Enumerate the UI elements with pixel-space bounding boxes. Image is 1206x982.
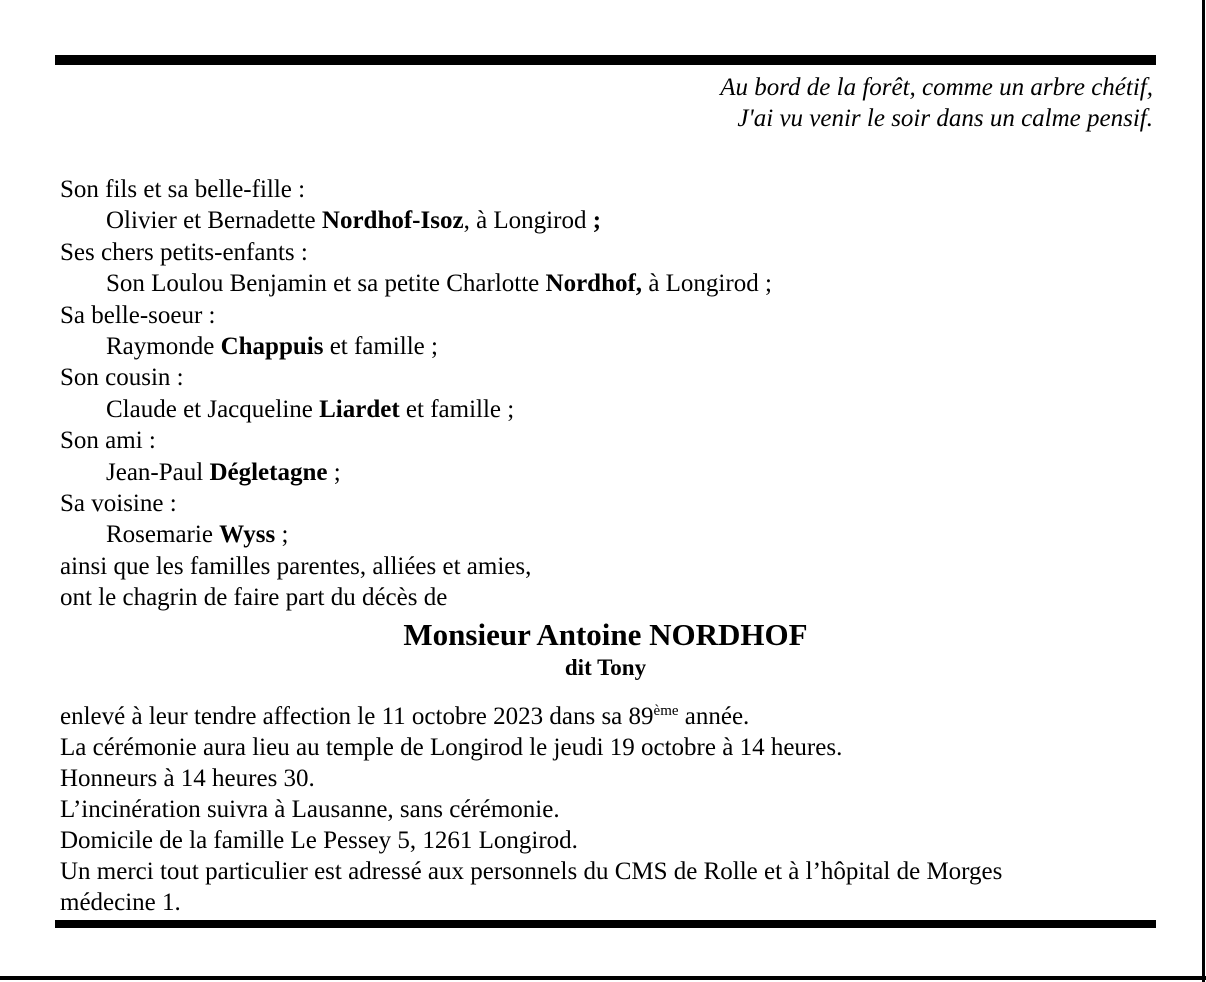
text-segment: Sa voisine :	[60, 490, 177, 518]
text-line	[60, 794, 1140, 825]
surname-emphasis: Dégletagne	[209, 458, 328, 486]
deceased-nickname: dit Tony	[564, 655, 647, 680]
surname-emphasis: ;	[592, 207, 602, 235]
text-segment: à Longirod ;	[642, 270, 772, 298]
text-line	[60, 425, 1140, 456]
ordinal-superscript: ème	[653, 703, 679, 719]
text-line	[60, 205, 1140, 236]
text-line	[60, 887, 1140, 918]
text-line	[60, 300, 1140, 331]
text-segment: L’incinération suivra à Lausanne, sans cérémonie.	[60, 796, 560, 823]
page-edge-bottom-line	[0, 976, 1206, 980]
epigraph-line-2: J'ai vu venir le soir dans un calme pensif.	[737, 105, 1153, 132]
epigraph-line-1: Au bord de la forêt, comme un arbre chétif,	[720, 74, 1153, 101]
surname-emphasis: Wyss	[219, 521, 276, 549]
text-segment: Sa belle-soeur :	[60, 301, 216, 329]
surname-emphasis: Liardet	[319, 395, 400, 423]
page-edge-right-line	[1202, 0, 1205, 982]
text-line	[60, 519, 1140, 550]
text-segment: ;	[327, 458, 341, 486]
bottom-rule	[55, 920, 1156, 928]
surname-emphasis: Chappuis	[220, 333, 324, 361]
family-announcement-block	[60, 174, 1140, 614]
surname-emphasis: Nordhof-Isoz	[321, 207, 464, 235]
text-line	[60, 237, 1140, 268]
text-segment: ;	[275, 521, 289, 549]
text-segment: enlevé à leur tendre affection le 11 octobre 2023 dans sa 89	[60, 703, 654, 730]
text-segment: médecine 1.	[60, 889, 181, 916]
text-segment: Domicile de la famille Le Pessey 5, 1261 Longirod.	[60, 827, 578, 854]
text-segment: Son Loulou Benjamin et sa petite Charlotte	[106, 270, 546, 298]
ceremony-details-block	[60, 701, 1140, 918]
text-segment: Son ami :	[60, 427, 156, 455]
text-line	[60, 268, 1140, 299]
text-segment: Raymonde	[106, 333, 221, 361]
top-rule	[55, 55, 1156, 65]
text-segment: Son fils et sa belle-fille :	[60, 176, 306, 203]
text-line	[60, 488, 1140, 519]
text-segment: année.	[678, 703, 750, 730]
surname-emphasis: Nordhof,	[545, 270, 643, 298]
text-segment: et famille ;	[323, 333, 438, 361]
text-line	[60, 457, 1140, 488]
deceased-name: Monsieur Antoine NORDHOF	[403, 617, 808, 652]
text-line	[60, 174, 1140, 205]
deceased-title-block	[55, 616, 1156, 683]
text-line	[60, 825, 1140, 856]
text-segment: ainsi que les familles parentes, alliées et amies,	[60, 552, 532, 580]
epigraph	[720, 72, 1153, 134]
text-segment: Rosemarie	[106, 521, 220, 549]
text-line	[60, 331, 1140, 362]
text-segment: Son cousin :	[60, 364, 184, 392]
text-line	[60, 701, 1140, 732]
text-segment: Jean-Paul	[106, 458, 210, 486]
text-segment: Honneurs à 14 heures 30.	[60, 765, 315, 792]
text-line	[60, 582, 1140, 613]
text-segment: Olivier et Bernadette	[106, 207, 322, 235]
text-line	[60, 551, 1140, 582]
text-segment: ont le chagrin de faire part du décès de	[60, 584, 448, 612]
text-segment: La cérémonie aura lieu au temple de Longirod le jeudi 19 octobre à 14 heures.	[60, 734, 843, 761]
text-line	[60, 763, 1140, 794]
text-segment: , à Longirod	[463, 207, 593, 235]
text-line	[60, 856, 1140, 887]
text-line	[60, 732, 1140, 763]
text-segment: Claude et Jacqueline	[106, 395, 320, 423]
text-segment: Ses chers petits-enfants :	[60, 238, 308, 266]
text-line	[60, 362, 1140, 393]
text-segment: et famille ;	[399, 395, 515, 423]
text-line	[60, 394, 1140, 425]
text-segment: Un merci tout particulier est adressé aux personnels du CMS de Rolle et à l’hôpital de Morges	[60, 858, 1003, 885]
